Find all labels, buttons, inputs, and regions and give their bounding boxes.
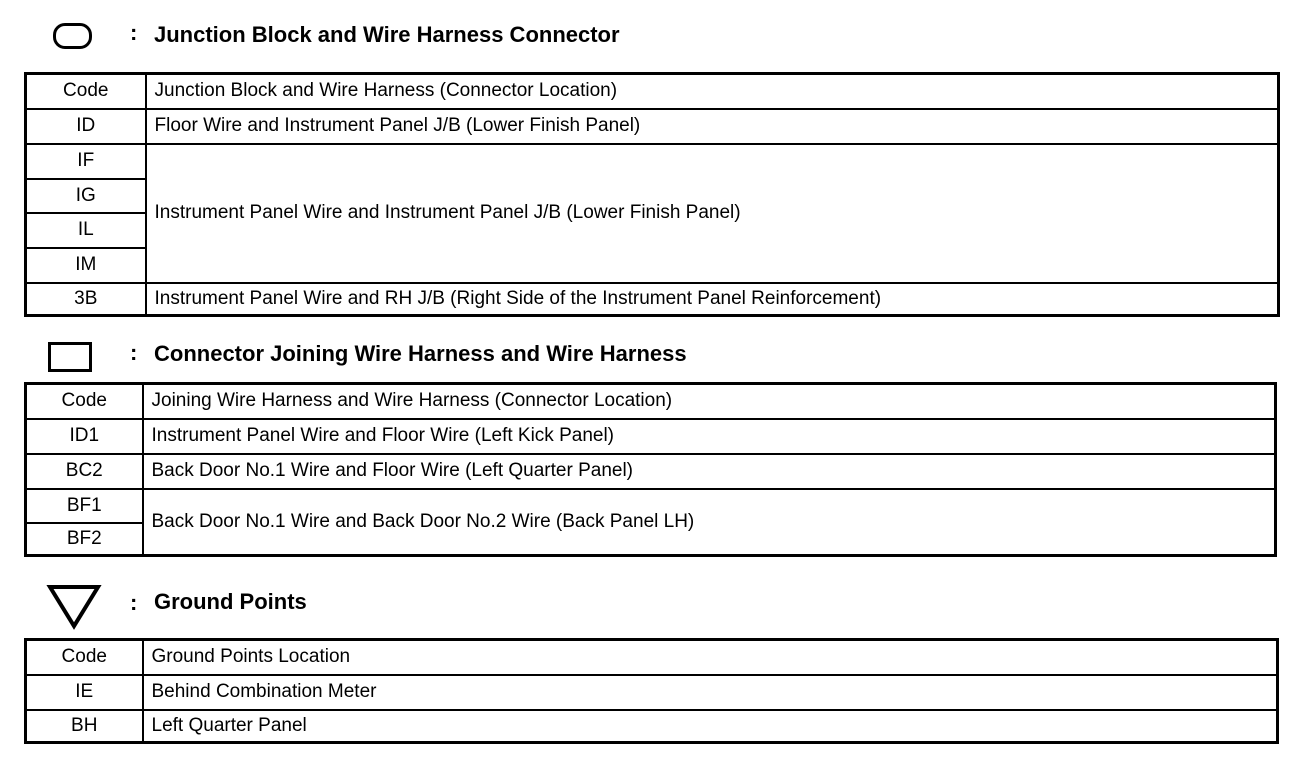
- table-row: [26, 675, 1278, 710]
- code-cell: BH: [26, 710, 143, 743]
- section-colon: :: [130, 340, 138, 365]
- location-cell: Back Door No.1 Wire and Floor Wire (Left Quarter Panel): [143, 454, 1276, 489]
- table-header-row: [26, 640, 1278, 675]
- section-junction-block-heading: [0, 16, 1312, 56]
- code-cell: BF1: [26, 489, 143, 523]
- triangle-down-symbol-icon: [44, 582, 104, 632]
- section-colon: :: [130, 590, 138, 615]
- rounded-rectangle-symbol-icon: [53, 23, 92, 49]
- table-row: [26, 419, 1276, 454]
- code-cell: IG: [26, 179, 146, 213]
- location-cell: Instrument Panel Wire and Instrument Panel J/B (Lower Finish Panel): [146, 144, 1279, 283]
- location-cell: Floor Wire and Instrument Panel J/B (Lower Finish Panel): [146, 109, 1279, 144]
- code-cell: IE: [26, 675, 143, 710]
- code-cell: BC2: [26, 454, 143, 489]
- code-cell: IL: [26, 213, 146, 248]
- section-connector-joining-heading: [0, 336, 1312, 376]
- junction-block-table: [24, 72, 1280, 317]
- location-header: Joining Wire Harness and Wire Harness (Connector Location): [143, 384, 1276, 419]
- connector-joining-table: [24, 382, 1277, 557]
- section-title: Junction Block and Wire Harness Connector: [154, 22, 620, 47]
- location-cell: Back Door No.1 Wire and Back Door No.2 Wire (Back Panel LH): [143, 489, 1276, 556]
- code-cell: BF2: [26, 523, 143, 556]
- section-colon: :: [130, 20, 138, 45]
- code-cell: IF: [26, 144, 146, 179]
- code-header: Code: [26, 640, 143, 675]
- code-cell: ID: [26, 109, 146, 144]
- code-header: Code: [26, 74, 146, 109]
- table-row: [26, 489, 1276, 523]
- location-cell: Instrument Panel Wire and RH J/B (Right Side of the Instrument Panel Reinforcement): [146, 283, 1279, 316]
- section-title: Ground Points: [154, 589, 307, 614]
- section-title: Connector Joining Wire Harness and Wire Harness: [154, 341, 687, 366]
- location-cell: Behind Combination Meter: [143, 675, 1278, 710]
- location-cell: Instrument Panel Wire and Floor Wire (Left Kick Panel): [143, 419, 1276, 454]
- ground-points-table: [24, 638, 1279, 744]
- code-cell: IM: [26, 248, 146, 283]
- location-cell: Left Quarter Panel: [143, 710, 1278, 743]
- table-row: [26, 109, 1279, 144]
- table-header-row: [26, 74, 1279, 109]
- table-row: [26, 283, 1279, 316]
- code-cell: ID1: [26, 419, 143, 454]
- rectangle-symbol-icon: [48, 342, 92, 372]
- location-header: Junction Block and Wire Harness (Connector Location): [146, 74, 1279, 109]
- section-ground-points-heading: [0, 582, 1312, 632]
- table-row: [26, 144, 1279, 179]
- table-header-row: [26, 384, 1276, 419]
- table-row: [26, 454, 1276, 489]
- code-header: Code: [26, 384, 143, 419]
- code-cell: 3B: [26, 283, 146, 316]
- table-row: [26, 710, 1278, 743]
- location-header: Ground Points Location: [143, 640, 1278, 675]
